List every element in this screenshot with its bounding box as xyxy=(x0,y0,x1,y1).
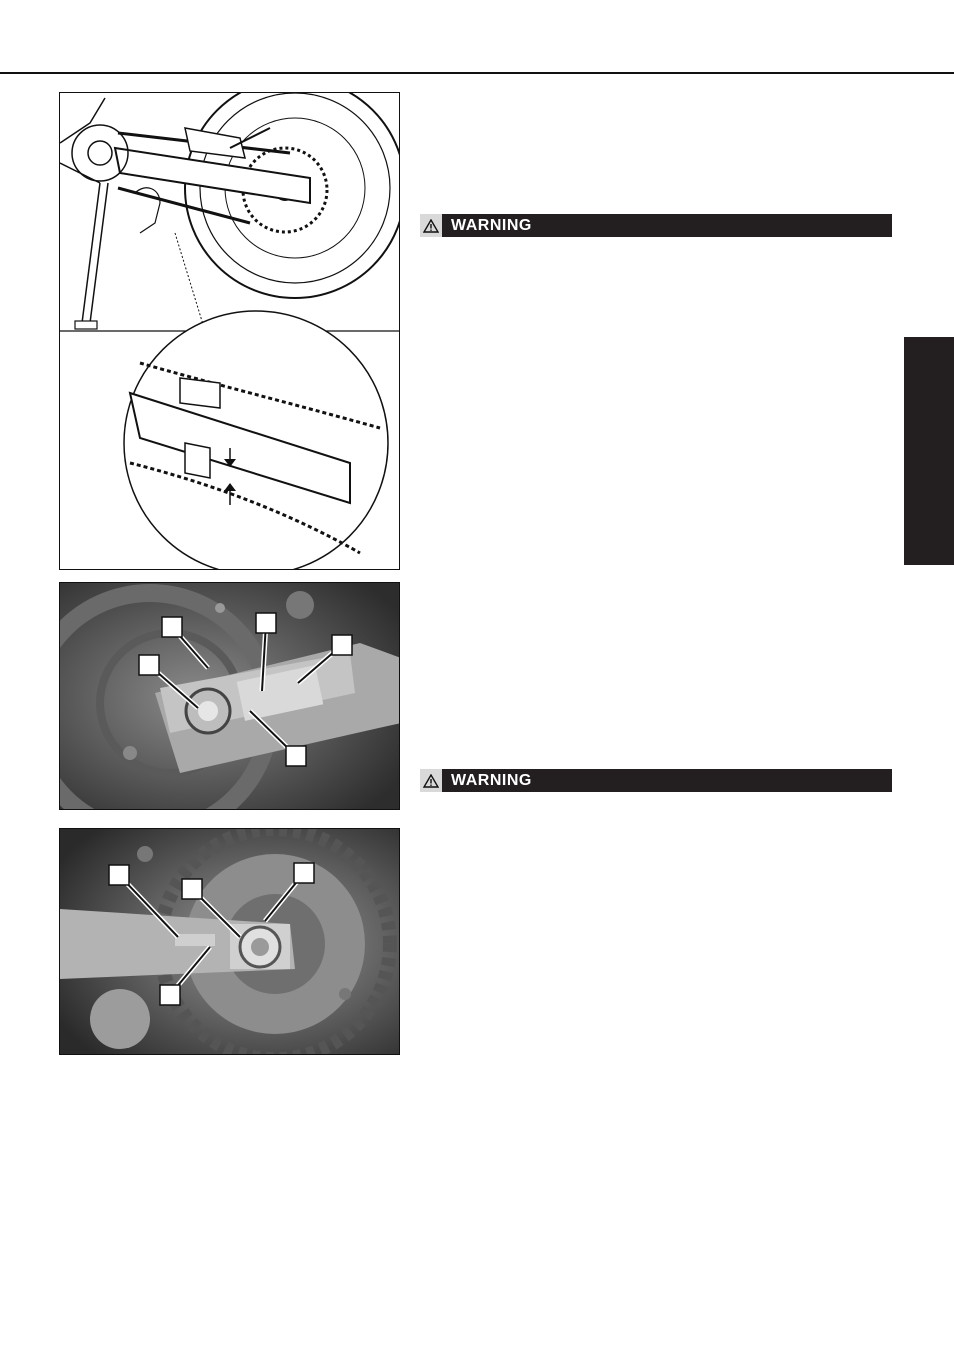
section-tab xyxy=(904,337,954,565)
chain-slack-illustration xyxy=(59,92,400,570)
warning-bar-2 xyxy=(420,769,892,792)
warning-triangle-icon xyxy=(420,214,442,237)
warning-bar-1 xyxy=(420,214,892,237)
chain-adjuster-photo-right xyxy=(59,828,400,1055)
warning-label: WARNING xyxy=(451,771,532,789)
warning-triangle-icon xyxy=(420,769,442,792)
warning-label: WARNING xyxy=(451,216,532,234)
header-rule xyxy=(0,72,954,74)
chain-adjuster-photo-left xyxy=(59,582,400,810)
